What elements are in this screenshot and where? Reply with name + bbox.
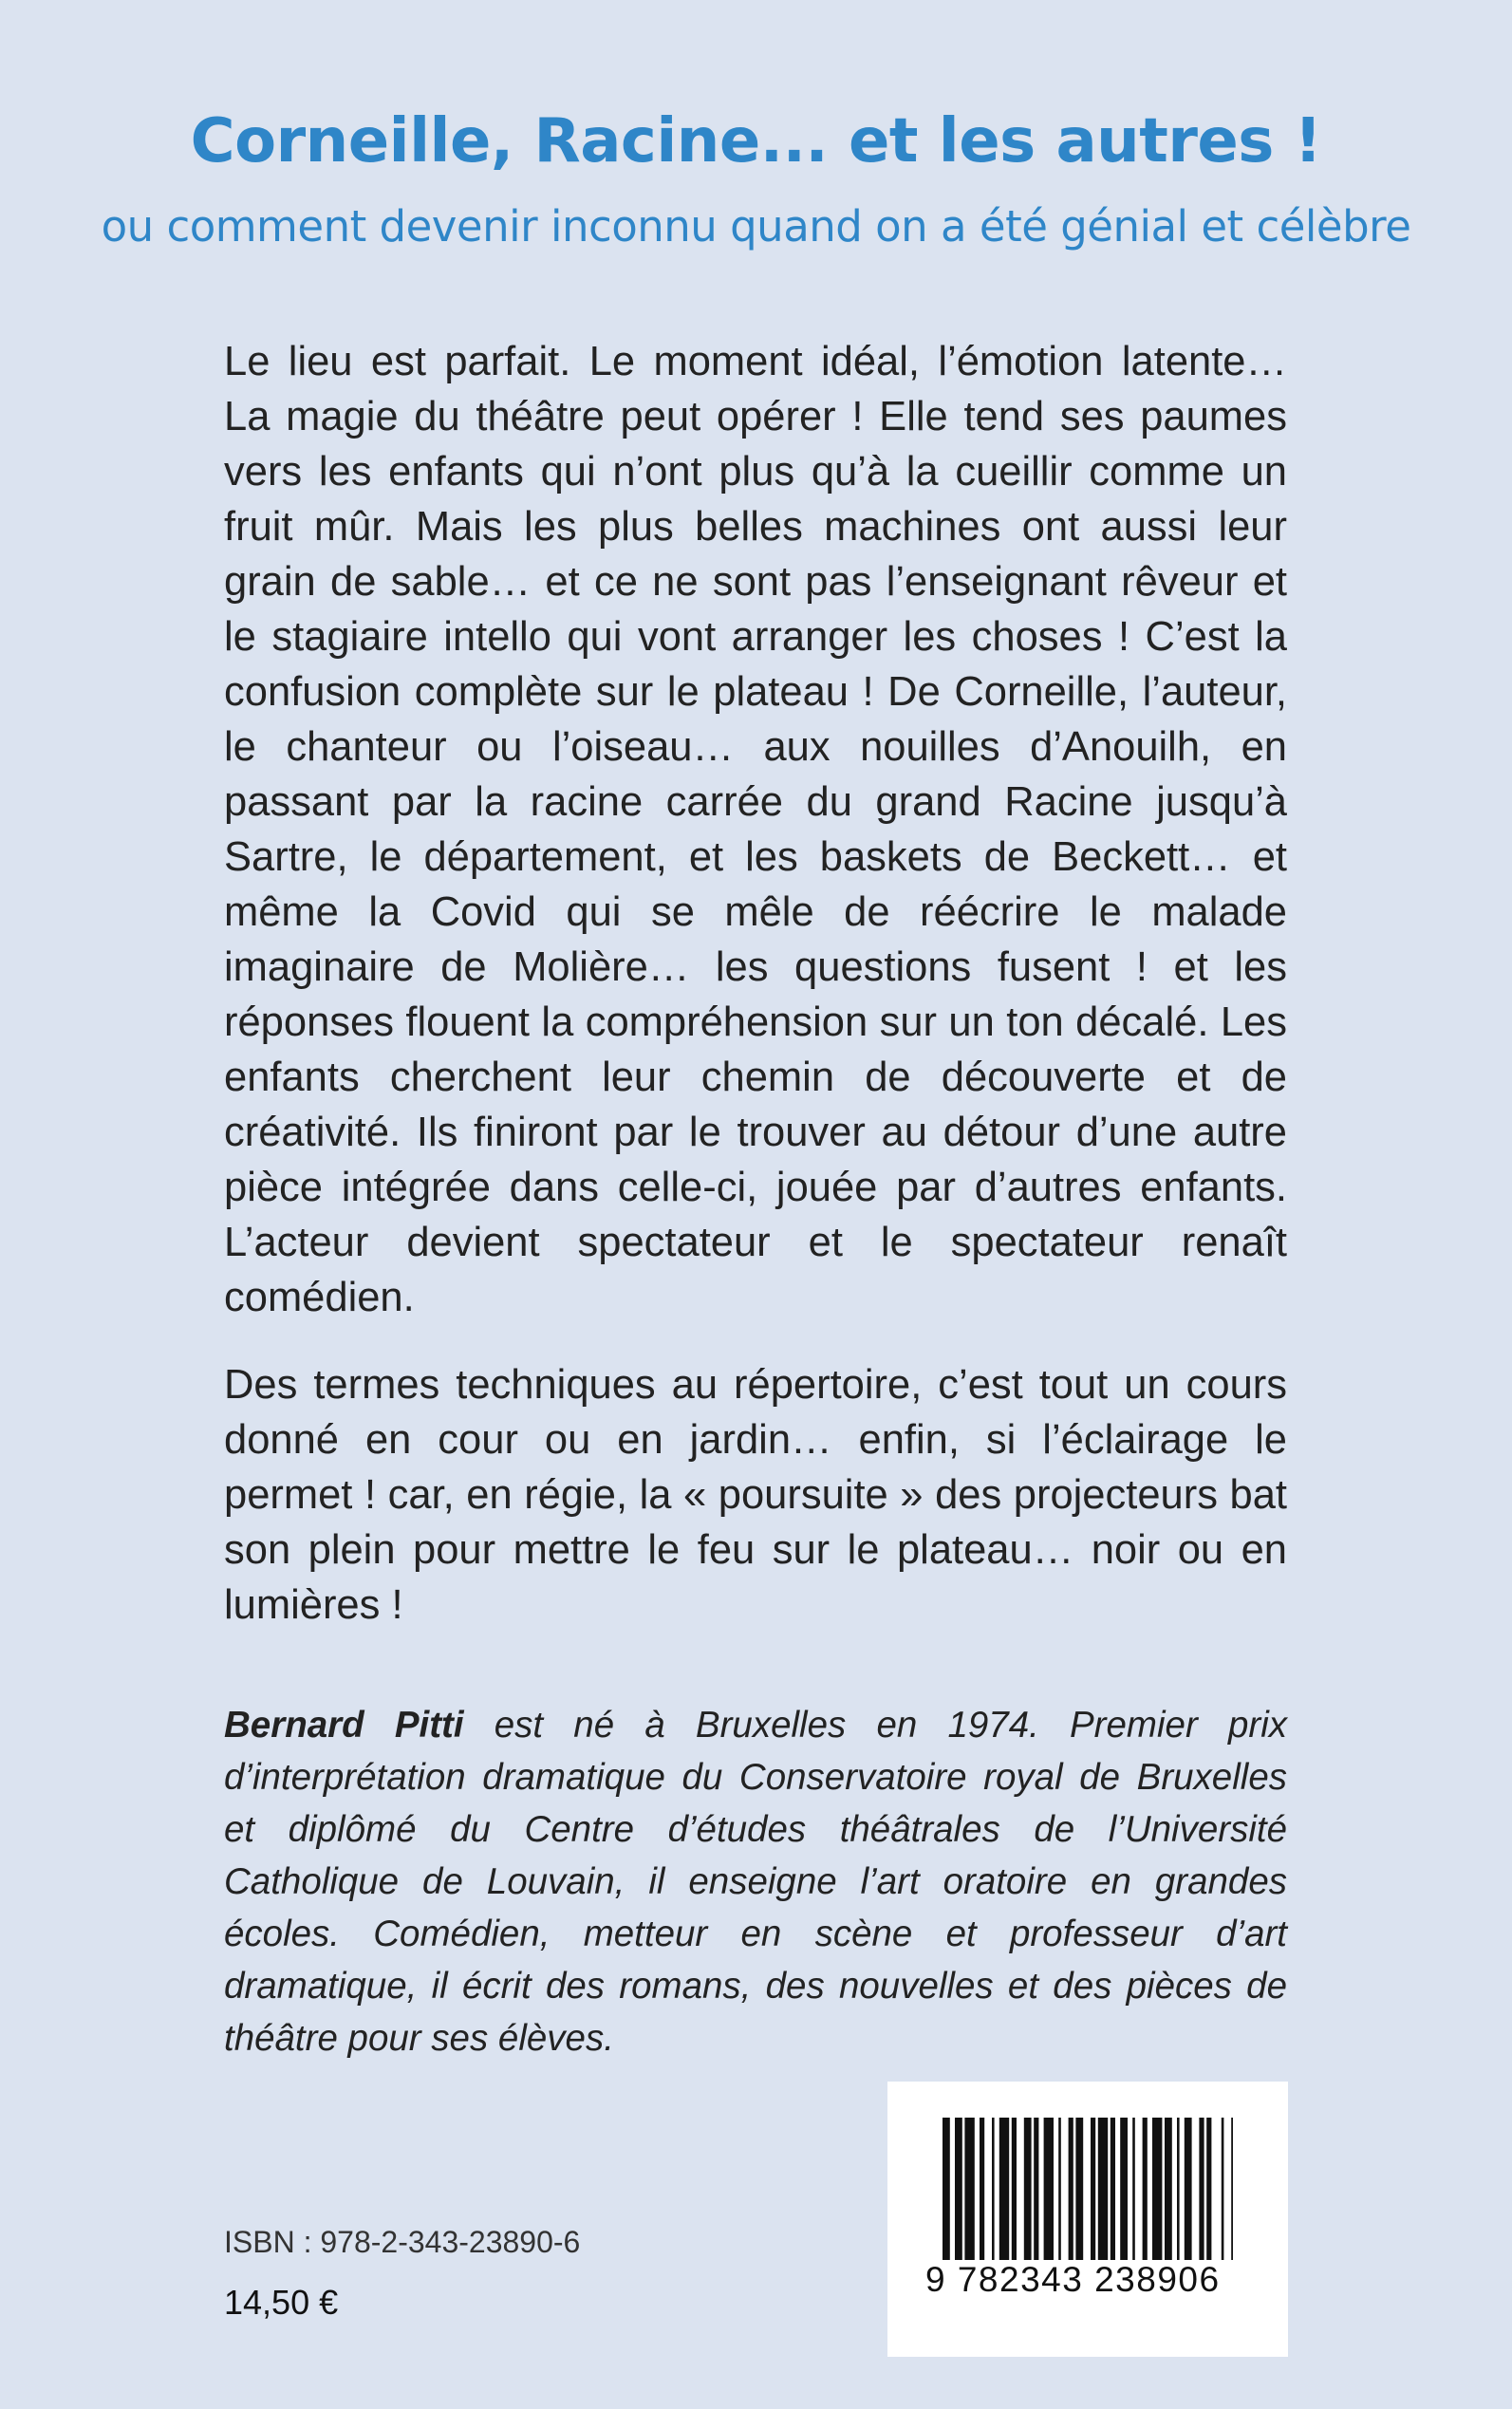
barcode-bar: [1075, 2118, 1083, 2260]
isbn-label: ISBN : 978-2-343-23890-6: [224, 2225, 581, 2259]
barcode-bar: [1143, 2118, 1148, 2260]
barcode-bar: [1012, 2118, 1017, 2260]
barcode-digits: 9 782343 238906: [925, 2260, 1221, 2299]
blurb-paragraph-2: Des termes techniques au répertoire, c’est tout un cours donné en cour ou en jardin… enfin, si l’éclairage le permet ! car, en régie, la « poursuite » des projecteurs bat son plein pour mettre le feu sur le plateau… noir ou en lumières !: [224, 1362, 1287, 1628]
barcode-bar: [992, 2118, 995, 2260]
barcode-bar: [943, 2118, 950, 2260]
author-bio: [224, 1699, 1287, 2064]
barcode-bar: [1206, 2118, 1211, 2260]
author-name: Bernard Pitti: [224, 1705, 464, 1746]
barcode-bar: [1222, 2118, 1224, 2260]
book-title: Corneille, Racine... et les autres !: [190, 106, 1322, 177]
book-subtitle: ou comment devenir inconnu quand on a été génial et célèbre: [101, 201, 1411, 252]
barcode-bar: [1024, 2118, 1032, 2260]
barcode-bar: [1165, 2118, 1172, 2260]
barcode-bar: [999, 2118, 1009, 2260]
barcode-bar: [1231, 2118, 1233, 2260]
barcode-bar: [1069, 2118, 1073, 2260]
barcode-bar: [955, 2118, 962, 2260]
barcode-bar: [1058, 2118, 1061, 2260]
blurb-paragraph-1: Le lieu est parfait. Le moment idéal, l’émotion latente… La magie du théâtre peut opérer ! Elle tend ses paumes vers les enfants qui n’ont plus qu’à la cueillir comme un fruit mûr. Mais les plus belles machines ont aussi leur grain de sable… et ce ne sont pas l’enseignant rêveur et le stagiaire intello qui vont arranger les choses ! C’est la confusion complète sur le plateau ! De Corneille, l’auteur, le chanteur ou l’oiseau… aux nouilles d’Anouilh, en passant par la racine carrée du grand Racine jusqu’à Sartre, le département, et les baskets de Beckett… et même la Covid qui se mêle de réécrire le malade imaginaire de Molière… les questions fusent ! et les réponses flouent la compréhension sur un ton décalé. Les enfants cherchent leur chemin de découverte et de créativité. Ils finiront par le trouver au détour d’une autre pièce intégrée dans celle-ci, jouée par d’autres enfants. L’acteur devient spectateur et le spectateur renaît comédien.: [224, 339, 1287, 1320]
author-bio-text: est né à Bruxelles en 1974. Premier prix d’interprétation dramatique du Conservatoire royal de Bruxelles et diplômé du Centre d’études théâtrales de l’Université Catholique de Louvain, il enseigne l’art oratoire en grandes écoles. Comédien, metteur en scène et professeur d’art dramatique, il écrit des romans, des nouvelles et des pièces de théâtre pour ses élèves.: [224, 1705, 1288, 2059]
barcode-bar: [1120, 2118, 1128, 2260]
barcode-bar: [1152, 2118, 1162, 2260]
barcode-bar: [964, 2118, 974, 2260]
barcode-bar: [1185, 2118, 1192, 2260]
barcode-bar: [980, 2118, 984, 2260]
barcode-bars: [943, 2118, 1233, 2260]
barcode-bar: [1091, 2118, 1095, 2260]
barcode-bar: [1044, 2118, 1054, 2260]
barcode-bar: [1098, 2118, 1108, 2260]
barcode-bar: [1034, 2118, 1038, 2260]
barcode-bar: [1132, 2118, 1135, 2260]
barcode-bar: [1111, 2118, 1115, 2260]
barcode-bar: [1177, 2118, 1180, 2260]
barcode: [887, 2082, 1288, 2357]
price-label: 14,50 €: [224, 2283, 339, 2322]
barcode-bar: [1199, 2118, 1204, 2260]
